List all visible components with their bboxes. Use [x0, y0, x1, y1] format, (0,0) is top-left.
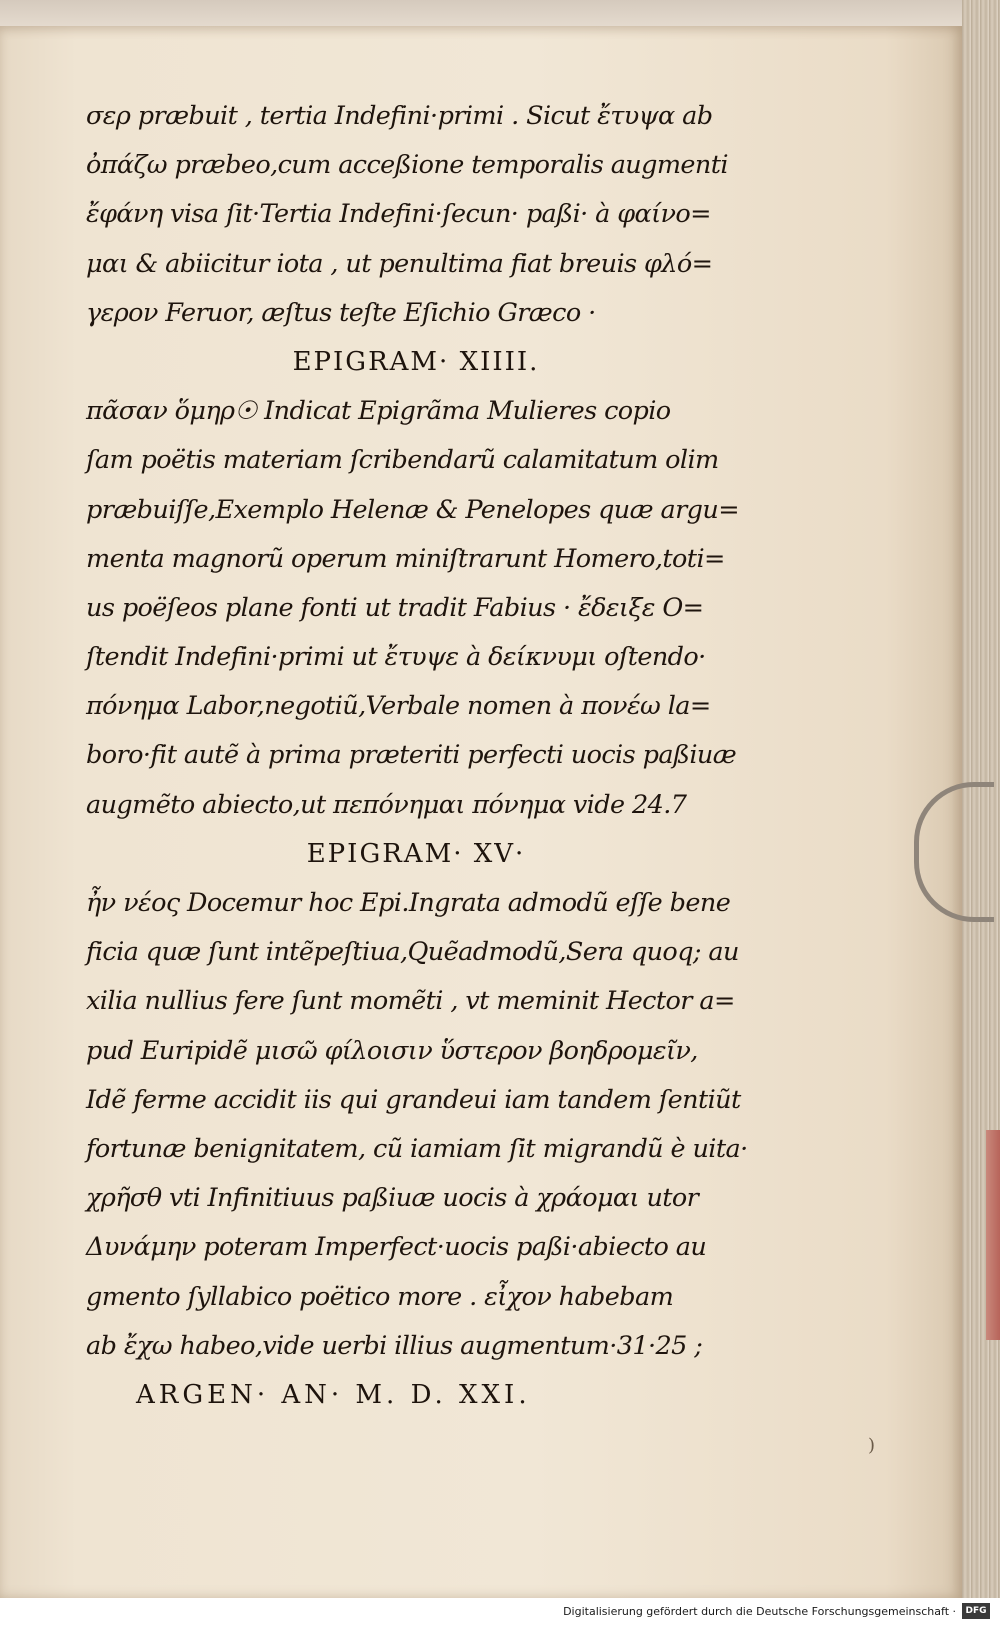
text-line: πόνημα Labor,negotiũ,Verbale nomen à πονέω la= — [86, 691, 711, 722]
text-line: ficia quæ ſunt intẽpeſtiua,Quẽadmodũ,Sera quoq; au — [86, 937, 739, 968]
text-line: us poëſeos plane fonti ut tradit Fabius · ἔδειξε O= — [86, 592, 704, 623]
text-line: ab ἔχω habeo,vide uerbi illius augmentum·31·25 ; — [86, 1330, 703, 1361]
footer-bar — [0, 1598, 1000, 1626]
page-text — [86, 92, 746, 1420]
margin-mark: ) — [868, 1435, 876, 1456]
text-line: πᾶσαν ὅμηρ☉ Indicat Epigrãma Mulieres copio — [86, 396, 671, 427]
red-page-edge — [986, 1130, 1000, 1340]
text-line: Δυνάμην poteram Imperfect·uocis paßi·abiecto au — [86, 1232, 707, 1263]
text-line: ἔφάνη visa ſit·Tertia Indefini·ſecun· paßi· à φαίνο= — [86, 199, 711, 230]
page-top-edge — [0, 0, 1000, 26]
dfg-logo: DFG — [962, 1603, 990, 1619]
epigram-heading: EPIGRAM· XIIII. — [292, 346, 540, 377]
text-line: χρῆσθ vti Infinitiuus paßiuæ uocis à χράομαι utor — [86, 1183, 699, 1214]
text-line: menta magnorũ operum miniſtrarunt Homero,toti= — [86, 543, 725, 574]
epigram-heading: EPIGRAM· XV· — [306, 838, 526, 869]
text-line: ἦν νέος Docemur hoc Epi.Ingrata admodũ eſſe bene — [86, 888, 731, 918]
text-line: prӕbuiſſe,Exemplo Helenæ & Penelopes quæ argu= — [86, 494, 739, 525]
text-line: xilia nullius fere ſunt momẽti , vt meminit Hector a= — [86, 986, 735, 1017]
text-line: μαι & abiicitur iota , ut penultima fiat breuis φλό= — [86, 248, 713, 279]
colophon: ARGEN· AN· M. D. XXI. — [136, 1379, 531, 1410]
text-line: ὀπάζω prӕbeo,cum acceßione temporalis augmenti — [86, 150, 728, 181]
text-line: ſtendit Indefini·primi ut ἔτυψε à δείκνυμι oſtendo· — [86, 642, 706, 673]
text-line: gmento ſyllabico poëtico more . εἶχον habebam — [86, 1281, 674, 1312]
text-line: boro·fit autẽ à prima prӕteriti perfecti uocis paßiuæ — [86, 740, 737, 771]
text-line: σερ prӕbuit , tertia Indefini·primi . Sicut ἔτυψα ab — [86, 101, 713, 131]
text-line: Idẽ ferme accidit iis qui grandeui iam tandem ſentiũt — [86, 1084, 741, 1115]
text-line: γερον Feruor, æſtus teſte Eſichio Græco · — [86, 297, 596, 328]
text-line: pud Euripidẽ μισῶ φίλοισιν ὕστερον βοηδρομεῖν, — [86, 1035, 698, 1066]
footer-credit: Digitalisierung gefördert durch die Deutsche Forschungsgemeinschaft · — [563, 1605, 956, 1618]
text-line: fortunæ benignitatem, cũ iamiam ſit migrandũ è uita· — [86, 1133, 748, 1164]
text-line: ſam poëtis materiam ſcribendarũ calamitatum olim — [86, 445, 719, 476]
text-line: augmẽto abiecto,ut πεπόνημαι πόνημα vide 24.7 — [86, 789, 687, 820]
